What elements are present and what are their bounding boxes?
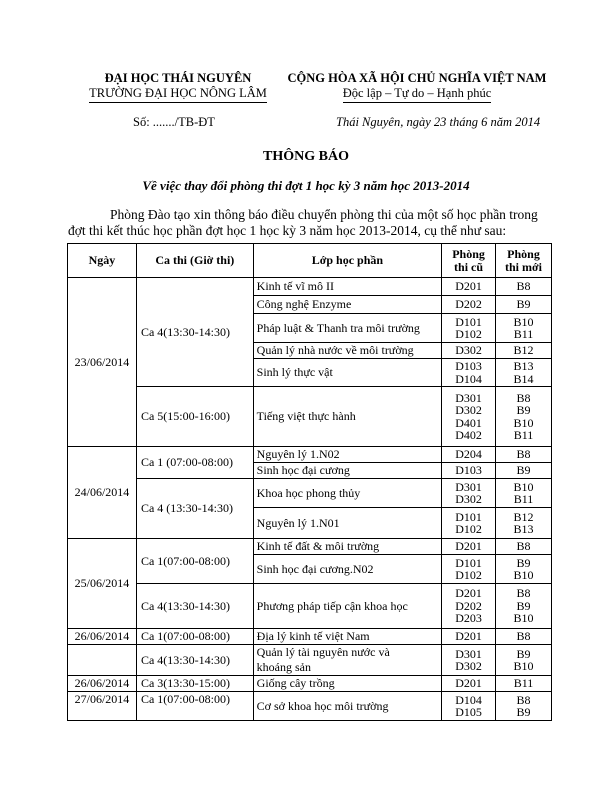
new-room-cell: B13 B14	[496, 359, 552, 387]
table-row	[68, 447, 552, 463]
session-cell: Ca 1 (07:00-08:00)	[136, 447, 253, 479]
session-cell: Ca 4(13:30-14:30)	[136, 584, 253, 629]
intro-paragraph	[68, 207, 548, 239]
nation-line-2: Độc lập – Tự do – Hạnh phúc	[343, 86, 492, 103]
old-room-cell: D302	[442, 343, 496, 359]
table-row	[68, 645, 552, 676]
new-room-cell: B8	[496, 278, 552, 296]
old-room-cell: D101 D102	[442, 555, 496, 584]
session-cell: Ca 5(15:00-16:00)	[136, 387, 253, 447]
old-room-cell: D301 D302 D401 D402	[442, 387, 496, 447]
session-cell: Ca 4 (13:30-14:30)	[136, 479, 253, 539]
day-cell: 27/06/2014	[68, 692, 137, 721]
new-room-cell: B9	[496, 296, 552, 314]
table-row	[68, 676, 552, 692]
day-cell: 25/06/2014	[68, 539, 137, 629]
new-room-cell: B10 B11	[496, 479, 552, 508]
course-cell: Kinh tế đất & môi trường	[253, 539, 441, 555]
course-cell: Tiếng việt thực hành	[253, 387, 441, 447]
course-cell: Nguyên lý 1.N01	[253, 508, 441, 539]
table-row	[68, 387, 552, 447]
session-cell: Ca 1(07:00-08:00)	[136, 692, 253, 721]
new-room-cell: B9 B10	[496, 645, 552, 676]
document-title: THÔNG BÁO	[263, 149, 349, 164]
course-cell: Cơ sở khoa học môi trường	[253, 692, 441, 721]
new-room-cell: B12	[496, 343, 552, 359]
issuing-organization	[78, 71, 278, 103]
new-room-cell: B12 B13	[496, 508, 552, 539]
old-room-cell: D201	[442, 539, 496, 555]
new-room-cell: B9	[496, 463, 552, 479]
session-cell: Ca 4(13:30-14:30)	[136, 645, 253, 676]
course-cell: Địa lý kinh tế việt Nam	[253, 629, 441, 645]
session-cell: Ca 1(07:00-08:00)	[136, 629, 253, 645]
new-room-cell: B8 B9 B10	[496, 584, 552, 629]
new-room-cell: B8 B9 B10 B11	[496, 387, 552, 447]
course-cell: Nguyên lý 1.N02	[253, 447, 441, 463]
day-cell: 26/06/2014	[68, 676, 137, 692]
table-row	[68, 629, 552, 645]
room-change-table	[67, 243, 552, 721]
new-room-cell: B8	[496, 539, 552, 555]
new-room-cell: B8 B9	[496, 692, 552, 721]
old-room-cell: D301 D302	[442, 645, 496, 676]
course-cell: Giống cây trồng	[253, 676, 441, 692]
session-cell: Ca 1(07:00-08:00)	[136, 539, 253, 584]
col-header-day: Ngày	[68, 244, 137, 278]
table-row	[68, 692, 552, 721]
col-header-session: Ca thi (Giờ thi)	[136, 244, 253, 278]
new-room-cell: B8	[496, 629, 552, 645]
table-row	[68, 479, 552, 508]
document-subtitle: Về việc thay đổi phòng thi đợt 1 học kỳ 3 năm học 2013-2014	[142, 178, 470, 193]
course-cell: Khoa học phong thủy	[253, 479, 441, 508]
course-cell: Pháp luật & Thanh tra môi trường	[253, 314, 441, 343]
new-room-cell: B8	[496, 447, 552, 463]
course-cell: Sinh lý thực vật	[253, 359, 441, 387]
col-header-new-room: Phòng thi mới	[496, 244, 552, 278]
table-row	[68, 584, 552, 629]
table-header-row	[68, 244, 552, 278]
intro-line-2: đợt thi kết thúc học phần đợt học 1 học kỳ 3 năm học 2013-2014, cụ thể như sau:	[68, 223, 507, 238]
col-header-old-room: Phòng thi cũ	[442, 244, 496, 278]
course-cell: Phương pháp tiếp cận khoa học	[253, 584, 441, 629]
org-line-2: TRƯỜNG ĐẠI HỌC NÔNG LÂM	[89, 86, 267, 103]
day-cell-empty	[68, 645, 137, 676]
day-cell: 26/06/2014	[68, 629, 137, 645]
old-room-cell: D202	[442, 296, 496, 314]
course-cell: Sinh học đại cương.N02	[253, 555, 441, 584]
course-cell: Sinh học đại cương	[253, 463, 441, 479]
table-row	[68, 278, 552, 296]
place-date: Thái Nguyên, ngày 23 tháng 6 năm 2014	[336, 115, 541, 129]
old-room-cell: D104 D105	[442, 692, 496, 721]
old-room-cell: D204	[442, 447, 496, 463]
course-cell: Công nghệ Enzyme	[253, 296, 441, 314]
old-room-cell: D201 D202 D203	[442, 584, 496, 629]
course-cell: Quản lý tài nguyên nước và khoáng sản	[253, 645, 441, 676]
course-cell: Quản lý nhà nước về môi trường	[253, 343, 441, 359]
intro-line-1: Phòng Đào tạo xin thông báo điều chuyển phòng thi của một số học phần trong	[110, 207, 538, 222]
old-room-cell: D103	[442, 463, 496, 479]
document-number: Số: ......./TB-ĐT	[133, 115, 215, 129]
table-row	[68, 539, 552, 555]
old-room-cell: D201	[442, 676, 496, 692]
new-room-cell: B10 B11	[496, 314, 552, 343]
nation-line-1: CỘNG HÒA XÃ HỘI CHỦ NGHĨA VIỆT NAM	[287, 71, 547, 85]
national-header	[282, 71, 552, 103]
session-cell: Ca 4(13:30-14:30)	[136, 278, 253, 387]
old-room-cell: D201	[442, 629, 496, 645]
old-room-cell: D103 D104	[442, 359, 496, 387]
new-room-cell: B11	[496, 676, 552, 692]
old-room-cell: D201	[442, 278, 496, 296]
old-room-cell: D101 D102	[442, 508, 496, 539]
col-header-course: Lớp học phần	[253, 244, 441, 278]
old-room-cell: D101 D102	[442, 314, 496, 343]
org-line-1: ĐẠI HỌC THÁI NGUYÊN	[104, 71, 252, 85]
day-cell: 24/06/2014	[68, 447, 137, 539]
session-cell: Ca 3(13:30-15:00)	[136, 676, 253, 692]
new-room-cell: B9 B10	[496, 555, 552, 584]
course-cell: Kinh tế vĩ mô II	[253, 278, 441, 296]
old-room-cell: D301 D302	[442, 479, 496, 508]
day-cell: 23/06/2014	[68, 278, 137, 447]
